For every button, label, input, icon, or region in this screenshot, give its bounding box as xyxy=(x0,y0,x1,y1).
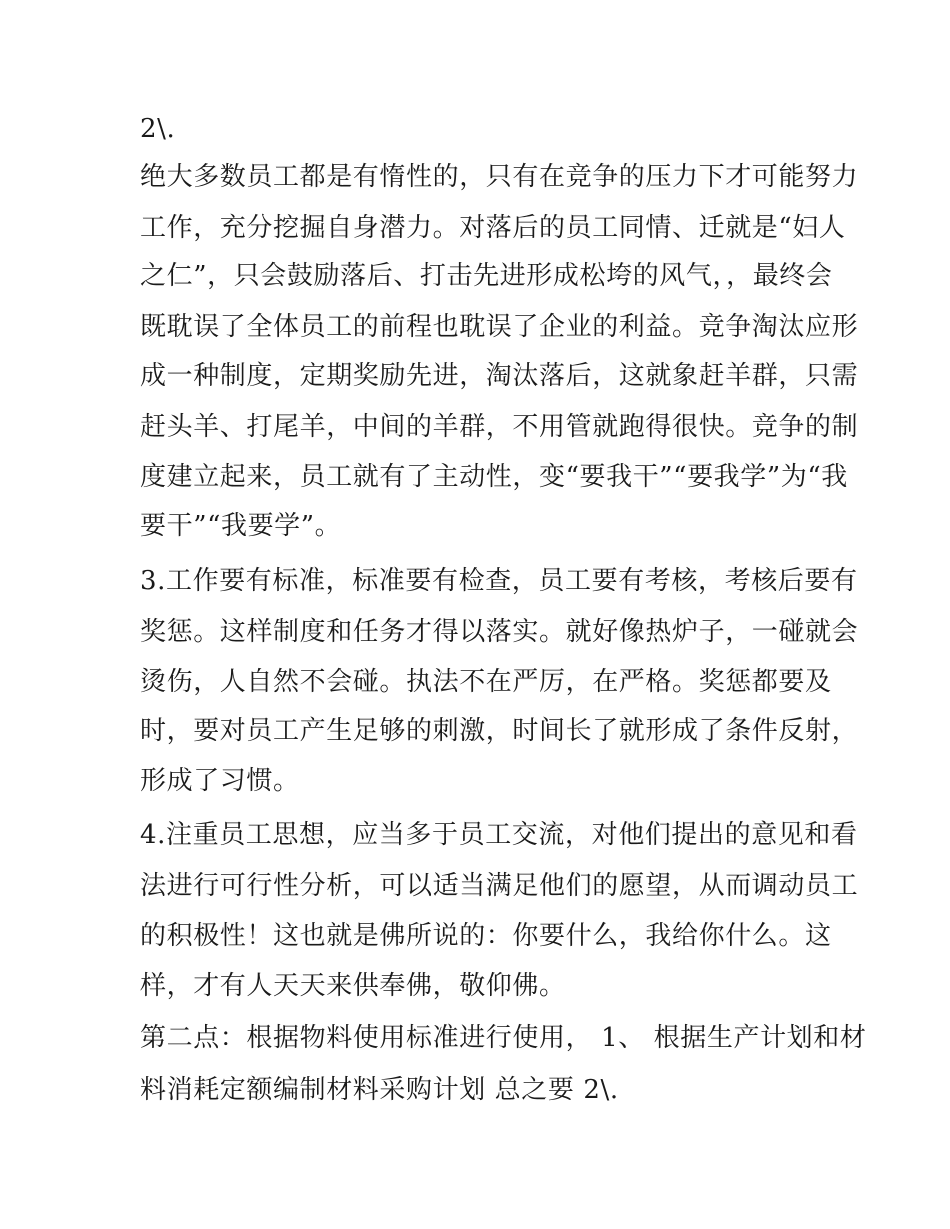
text-line: 既耽误了全体员工的前程也耽误了企业的利益。竞争淘汰应形 xyxy=(140,312,859,342)
text-line: 工作，充分挖掘自身潜力。对落后的员工同情、迁就是“妇人 xyxy=(140,213,846,243)
text-line: 料消耗定额编制材料采购计划 总之要 2\. xyxy=(140,1075,619,1105)
text-line: 要干”“我要学”。 xyxy=(140,511,342,541)
text-line: 样，才有人天天来供奉佛，敬仰佛。 xyxy=(140,971,566,1001)
text-line: 2\. xyxy=(140,114,176,144)
text-line: 赶头羊、打尾羊，中间的羊群，不用管就跑得很快。竞争的制 xyxy=(140,412,859,442)
text-line: 的积极性！这也就是佛所说的：你要什么，我给你什么。这 xyxy=(140,921,832,951)
text-line: 法进行可行性分析，可以适当满足他们的愿望，从而调动员工 xyxy=(140,871,859,901)
text-line: 时，要对员工产生足够的刺激，时间长了就形成了条件反射， xyxy=(140,716,859,746)
text-line: 第二点：根据物料使用标准进行使用， 1、 根据生产计划和材 xyxy=(140,1023,867,1053)
text-line: 奖惩。这样制度和任务才得以落实。就好像热炉子，一碰就会 xyxy=(140,617,859,647)
text-line: 绝大多数员工都是有惰性的，只有在竞争的压力下才可能努力 xyxy=(140,162,859,192)
text-line: 之仁”，只会鼓励落后、打击先进形成松垮的风气，，最终会 xyxy=(140,261,833,291)
text-line: 烫伤，人自然不会碰。执法不在严厉，在严格。奖惩都要及 xyxy=(140,667,832,697)
text-line: 成一种制度，定期奖励先进，淘汰落后，这就象赶羊群，只需 xyxy=(140,361,859,391)
text-line: 形成了习惯。 xyxy=(140,766,300,796)
text-line: 3.工作要有标准，标准要有检查，员工要有考核，考核后要有 xyxy=(140,566,858,596)
text-line: 度建立起来，员工就有了主动性，变“要我干”“要我学”为“我 xyxy=(140,462,848,492)
text-line: 4.注重员工思想，应当多于员工交流，对他们提出的意见和看 xyxy=(140,820,858,850)
